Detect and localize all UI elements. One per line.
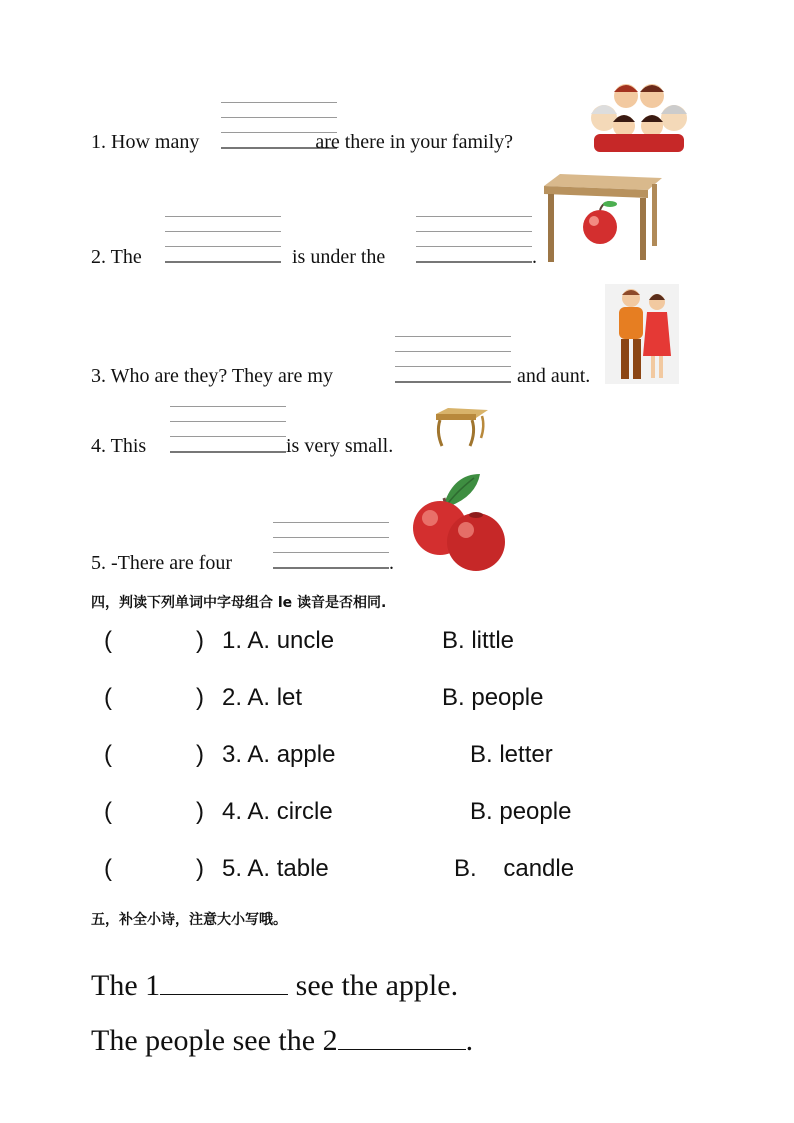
couple-picture [605,284,679,384]
paren-close: ) [196,855,204,882]
answer-grid-q3[interactable] [395,336,511,382]
paren-close: ) [196,627,204,654]
apples-picture [406,472,508,572]
poem-line-2 [91,1021,473,1058]
option-a: 5. A. table [222,855,329,882]
paren-close: ) [196,798,204,825]
question-2-middle [292,246,385,269]
q1-text-before: 1. How many [91,131,200,153]
option-a: 3. A. apple [222,741,336,768]
q4-text-before: 4. This [91,435,147,457]
paren-open[interactable]: ( [104,684,112,711]
paren-open[interactable]: ( [104,627,112,654]
answer-grid-q2-b[interactable] [416,216,532,262]
question-4-end [286,435,393,458]
paren-open[interactable]: ( [104,798,112,825]
poem-line-2-after: . [465,1024,474,1057]
option-a: 4. A. circle [222,798,333,825]
q2-text-after: . [532,246,537,268]
question-5-end [389,552,394,575]
q1-text-after: are there in your family? [315,131,514,153]
poem-blank-1[interactable] [160,966,288,995]
answer-grid-q5[interactable] [273,522,389,568]
q5-text-before: 5. -There are four [91,552,233,574]
question-1 [91,131,513,154]
question-2-end [532,246,537,269]
poem-line-2-before: The people see the 2 [91,1024,338,1057]
paren-close: ) [196,684,204,711]
option-b: B. little [442,627,515,654]
answer-grid-q4[interactable] [170,406,286,452]
option-a: 2. A. let [222,684,303,711]
small-table-picture [432,406,490,450]
option-a: 1. A. uncle [222,627,335,654]
q5-text-after: . [389,552,394,574]
q3-text-before: 3. Who are they? They are my [91,365,333,387]
answer-grid-q2-a[interactable] [165,216,281,262]
option-b: B. candle [454,855,575,882]
question-2 [91,246,142,269]
option-b: B. people [442,684,544,711]
question-5 [91,552,232,575]
poem-blank-2[interactable] [338,1021,466,1050]
poem-line-1 [91,966,458,1003]
paren-open[interactable]: ( [104,741,112,768]
question-3 [91,365,333,388]
q2-text-before: 2. The [91,246,142,268]
question-3-end [517,365,590,388]
family-picture [586,78,692,154]
option-b: B. people [470,798,572,825]
q2-text-middle: is under the [292,246,386,268]
table-with-apple-picture [540,172,664,264]
poem-line-1-before: The 1 [91,969,161,1002]
poem-line-1-after: see the apple. [288,969,459,1002]
q4-text-after: is very small. [286,435,394,457]
option-b: B. letter [470,741,553,768]
paren-close: ) [196,741,204,768]
section-4-title: 四，判读下列单词中字母组合 le 读音是否相同. [91,595,387,611]
section-5-title: 五，补全小诗，注意大小写哦。 [91,912,287,928]
paren-open[interactable]: ( [104,855,112,882]
question-4 [91,435,146,458]
q3-text-after: and aunt. [517,365,591,387]
